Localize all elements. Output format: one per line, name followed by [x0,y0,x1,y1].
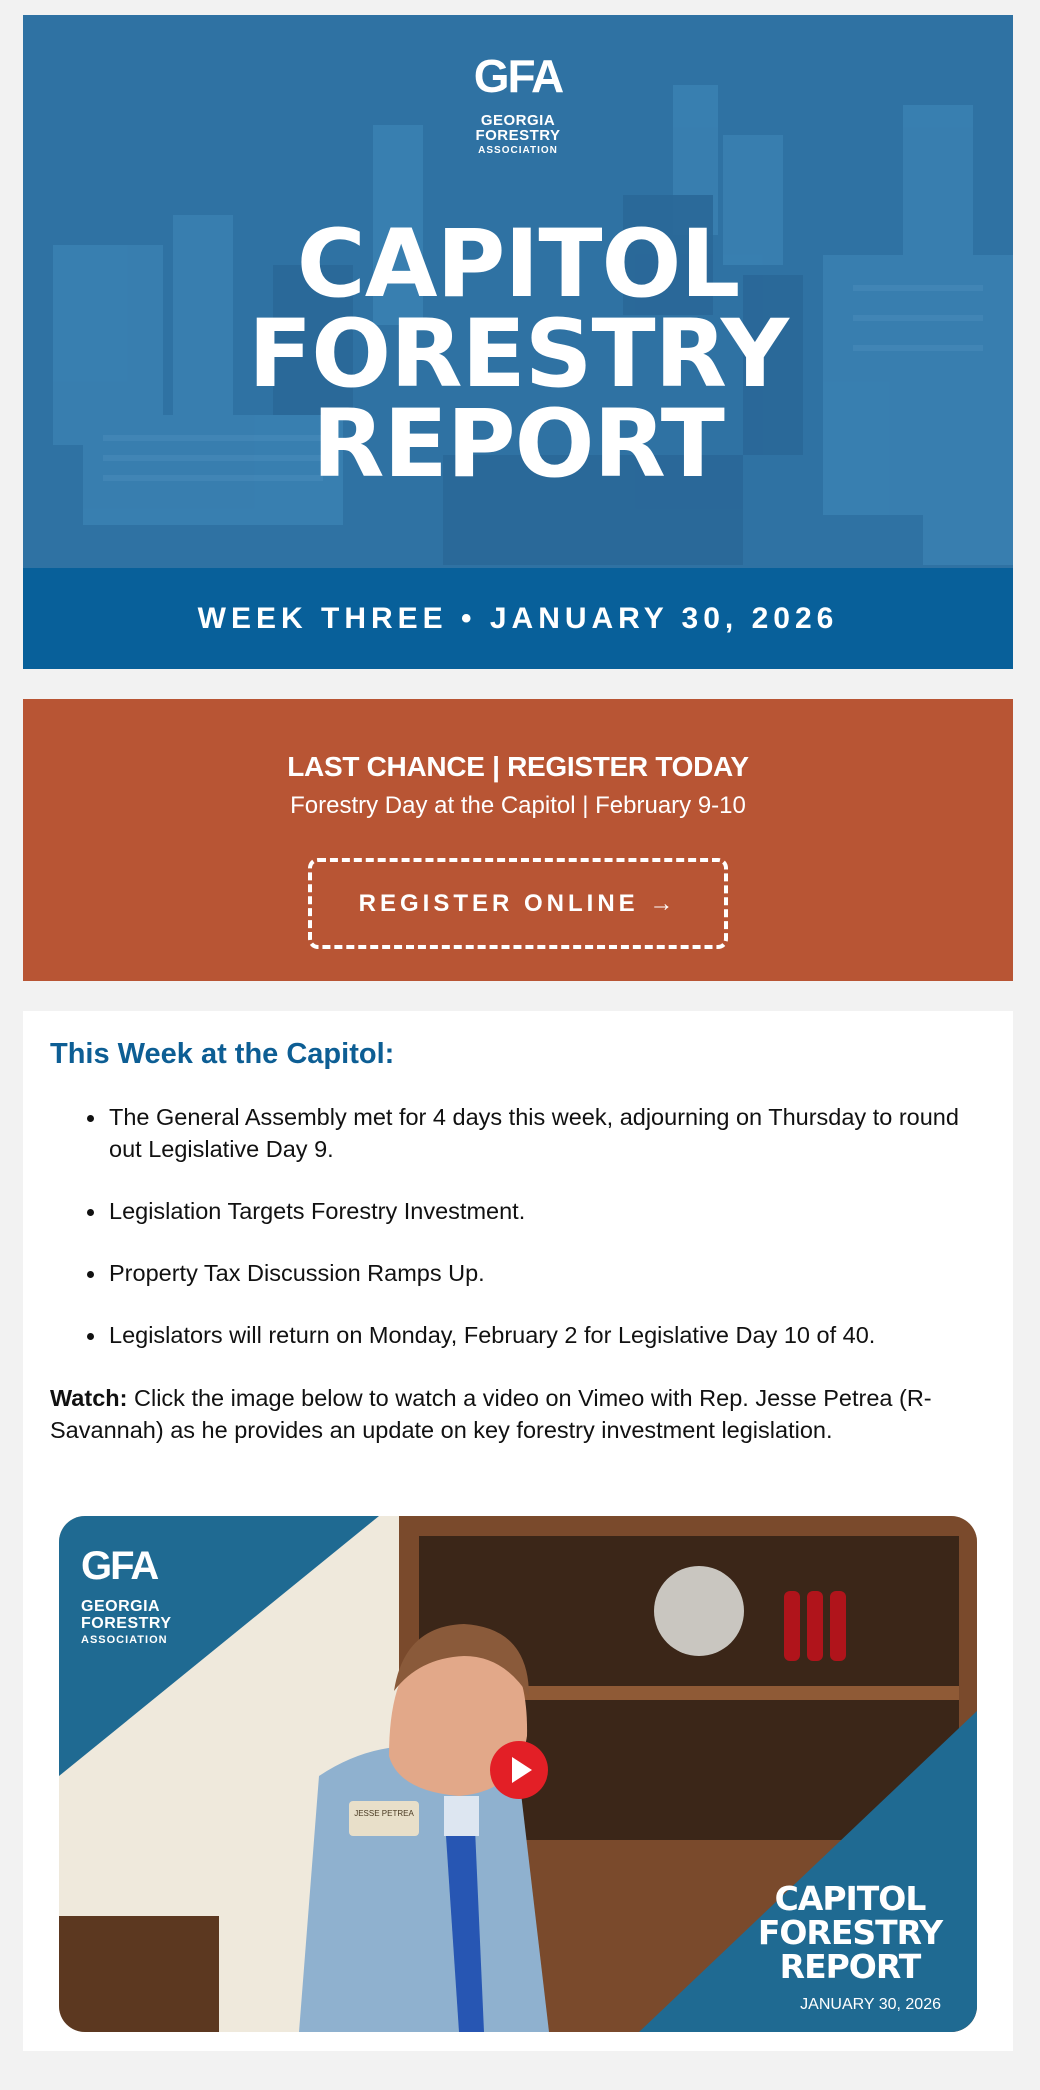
cta-heading: LAST CHANCE | REGISTER TODAY [287,751,749,782]
main-content [23,1011,1013,2051]
cta-subheading: Forestry Day at the Capitol | February 9-10 [290,792,746,819]
update-list [109,1101,989,1381]
registration-banner [23,699,1013,981]
logo-org-line1: GEORGIA [480,112,556,129]
watch-text: Click the image below to watch a video on Vimeo with Rep. Jesse Petrea (R-Savannah) as he provides an update on key forestry investment legislation. [50,1385,932,1443]
logo-org-line3: ASSOCIATION [478,145,558,156]
gfa-logo [23,50,1013,156]
video-date: JANUARY 30, 2026 [800,1996,941,2013]
speaker-nametag: JESSE PETREA [354,1809,414,1818]
video-logo-line1: GEORGIA [81,1598,161,1615]
video-title-line3: REPORT [779,1947,921,1986]
register-online-button[interactable] [308,858,728,949]
video-title-line1: CAPITOL [774,1879,926,1918]
video-title [735,1879,965,1986]
week-date-label: WEEK THREE • JANUARY 30, 2026 [197,601,839,635]
watch-label: Watch: [50,1385,128,1411]
video-logo-line2: FORESTRY [81,1615,172,1632]
report-title-line1: CAPITOL [296,210,740,319]
report-title [23,210,1013,499]
list-item: Legislators will return on Monday, February 2 for Legislative Day 10 of 40. [109,1319,989,1351]
hero-banner [23,15,1013,568]
week-date-bar [23,568,1013,669]
video-logo-mark: GFA [81,1544,158,1588]
logo-org-line2: FORESTRY [475,127,561,144]
list-item: Property Tax Discussion Ramps Up. [109,1257,989,1289]
video-logo-line3: ASSOCIATION [81,1634,168,1646]
watch-paragraph [50,1382,950,1446]
list-item: Legislation Targets Forestry Investment. [109,1195,989,1227]
section-heading: This Week at the Capitol: [50,1038,395,1070]
gfa-logo-mark: GFA [473,50,563,102]
video-gfa-logo [81,1546,172,1646]
list-item: The General Assembly met for 4 days this week, adjourning on Thursday to round out Legislative Day 9. [109,1101,989,1165]
play-icon[interactable] [490,1741,548,1799]
report-title-line3: REPORT [312,390,724,499]
video-thumbnail[interactable] [59,1516,977,2032]
report-title-line2: FORESTRY [248,300,788,409]
video-title-line2: FORESTRY [757,1913,943,1952]
register-online-label: REGISTER ONLINE → [358,889,678,917]
